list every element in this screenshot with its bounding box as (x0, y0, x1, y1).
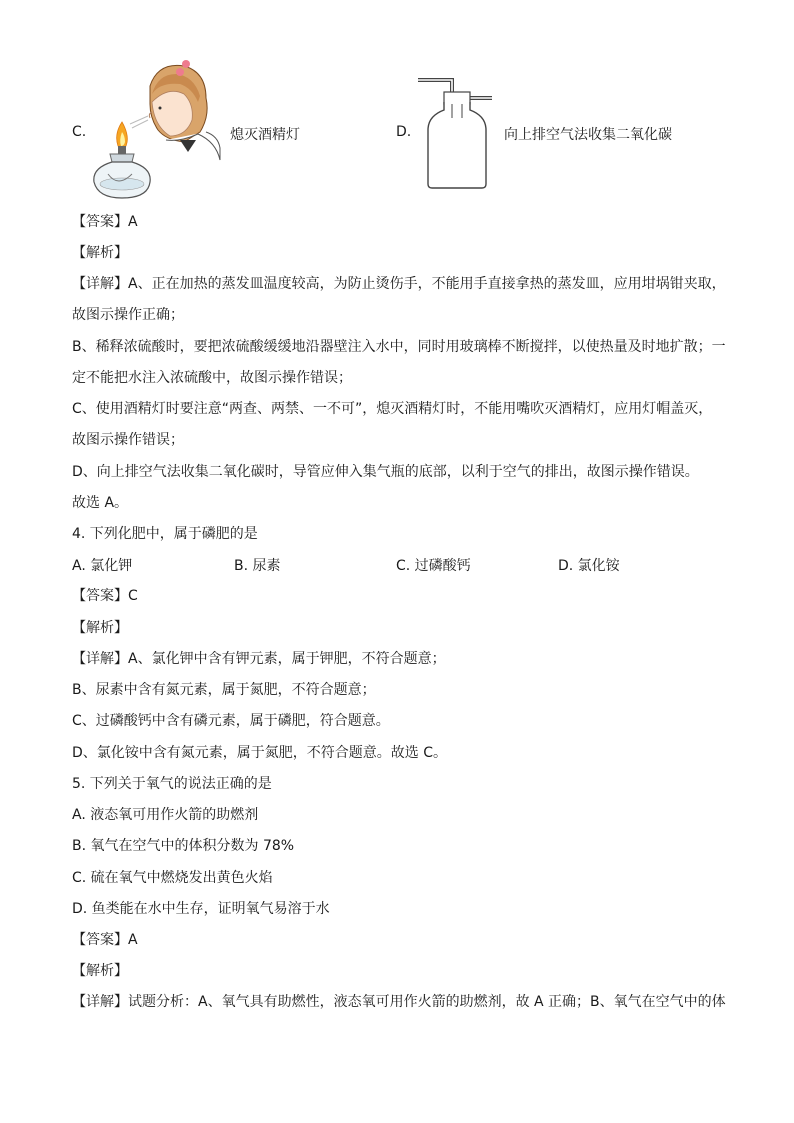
q4-option-d: D. 氯化铵 (558, 558, 620, 574)
q5-stem: 5. 下列关于氧气的说法正确的是 (72, 776, 272, 792)
gas-bottle-illustration (416, 72, 496, 192)
option-c-caption: 熄灭酒精灯 (230, 127, 300, 143)
q4-detail-line: B、尿素中含有氮元素，属于氮肥，不符合题意； (72, 682, 376, 698)
q3-answer: 【答案】A (72, 214, 138, 230)
option-c-label: C. (72, 124, 87, 140)
q5-option-a: A. 液态氧可用作火箭的助燃剂 (72, 807, 259, 823)
q5-option-d: D. 鱼类能在水中生存，证明氧气易溶于水 (72, 901, 330, 917)
q5-answer: 【答案】A (72, 932, 138, 948)
q3-analysis-heading: 【解析】 (72, 245, 128, 261)
q3-detail-line: D、向上排空气法收集二氧化碳时，导管应伸入集气瓶的底部，以利于空气的排出，故图示操作错误。 (72, 464, 699, 480)
q4-detail-line: D、氯化铵中含有氮元素，属于氮肥，不符合题意。故选 C。 (72, 745, 448, 761)
option-d-caption: 向上排空气法收集二氧化碳 (504, 127, 672, 143)
option-d-label: D. (396, 124, 412, 140)
q3-detail-line: 故选 A。 (72, 495, 129, 511)
q3-detail-line: 【详解】A、正在加热的蒸发皿温度较高，为防止烫伤手，不能用手直接拿热的蒸发皿，应用坩埚钳夹取， (72, 276, 726, 292)
q3-detail-line: 定不能把水注入浓硫酸中，故图示操作错误； (72, 370, 352, 386)
blow-out-lamp-illustration (88, 56, 223, 204)
q5-detail-line: 【详解】试题分析：A、氧气具有助燃性，液态氧可用作火箭的助燃剂，故 A 正确；B、氧气在空气中的体 (72, 994, 726, 1010)
q4-detail-line: C、过磷酸钙中含有磷元素，属于磷肥，符合题意。 (72, 713, 390, 729)
q3-detail-line: C、使用酒精灯时要注意“两查、两禁、一不可”，熄灭酒精灯时，不能用嘴吹灭酒精灯，应用灯帽盖灭， (72, 401, 713, 417)
q4-answer: 【答案】C (72, 588, 138, 604)
q3-detail-line: 故图示操作正确； (72, 307, 184, 323)
q4-option-c: C. 过磷酸钙 (396, 558, 471, 574)
q5-option-b: B. 氧气在空气中的体积分数为 78% (72, 838, 295, 854)
q5-option-c: C. 硫在氧气中燃烧发出黄色火焰 (72, 870, 273, 886)
q5-analysis-heading: 【解析】 (72, 963, 128, 979)
q4-option-b: B. 尿素 (234, 558, 281, 574)
q4-option-a: A. 氯化钾 (72, 558, 133, 574)
q3-detail-line: 故图示操作错误； (72, 432, 184, 448)
q4-detail-line: 【详解】A、氯化钾中含有钾元素，属于钾肥，不符合题意； (72, 651, 446, 667)
q4-stem: 4. 下列化肥中，属于磷肥的是 (72, 526, 258, 542)
q3-detail-line: B、稀释浓硫酸时，要把浓硫酸缓缓地沿器壁注入水中，同时用玻璃棒不断搅拌，以使热量及时地扩散；一 (72, 339, 726, 355)
q4-analysis-heading: 【解析】 (72, 620, 128, 636)
